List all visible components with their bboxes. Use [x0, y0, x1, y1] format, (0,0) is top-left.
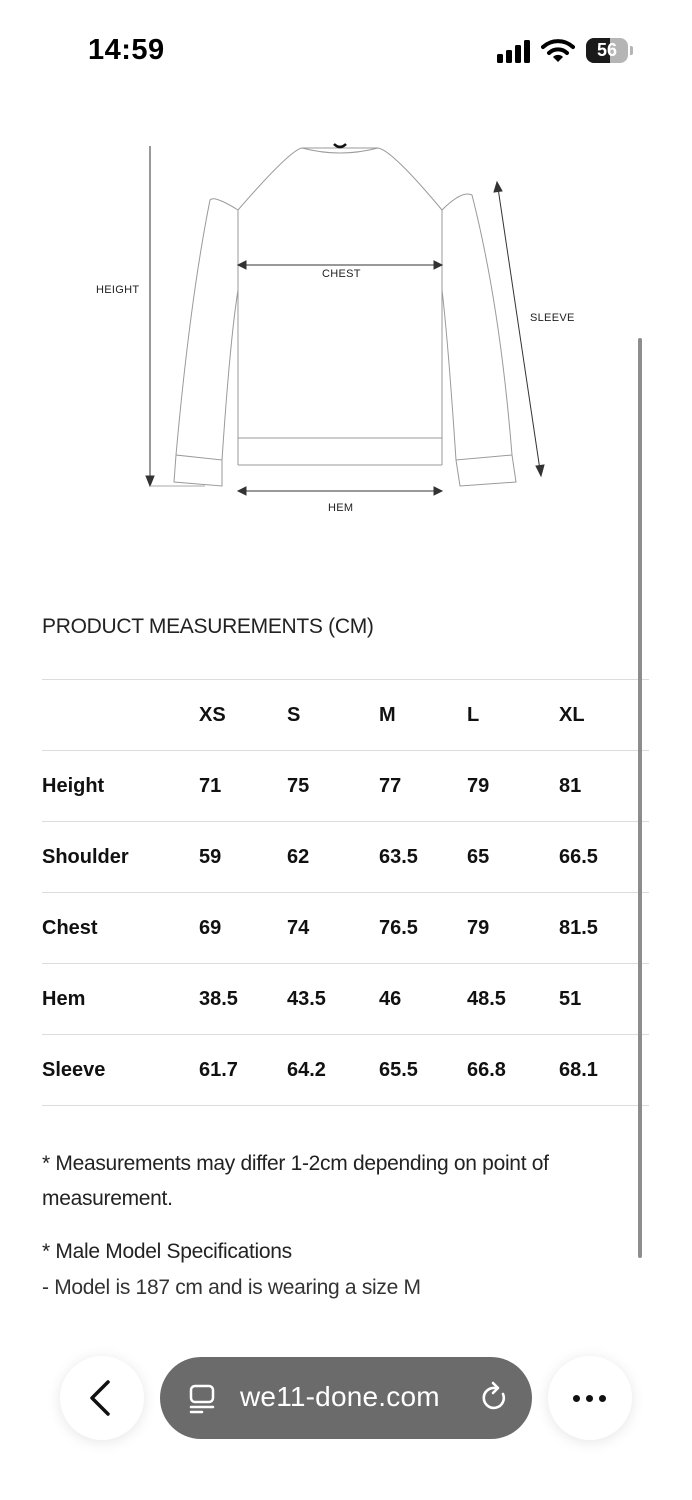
table-row	[42, 822, 649, 893]
table-cell: 79	[467, 893, 559, 964]
page-scrollbar[interactable]	[638, 338, 642, 1258]
table-cell: 65	[467, 822, 559, 893]
size-header: XL	[559, 680, 649, 751]
size-header: L	[467, 680, 559, 751]
model-spec-heading: * Male Model Specifications	[42, 1240, 292, 1263]
address-bar[interactable]	[160, 1357, 532, 1439]
row-label: Shoulder	[42, 822, 199, 893]
sleeve-label: SLEEVE	[530, 312, 575, 324]
table-row	[42, 751, 649, 822]
row-label: Sleeve	[42, 1035, 199, 1106]
reload-icon[interactable]	[480, 1382, 510, 1419]
page-settings-icon[interactable]	[188, 1383, 216, 1418]
cellular-signal-icon	[497, 39, 533, 63]
size-header: M	[379, 680, 467, 751]
table-cell: 66.5	[559, 822, 649, 893]
table-cell: 68.1	[559, 1035, 649, 1106]
back-button[interactable]	[60, 1356, 144, 1440]
table-cell: 69	[199, 893, 287, 964]
battery-level: 56	[596, 40, 618, 60]
table-cell: 76.5	[379, 893, 467, 964]
row-label: Hem	[42, 964, 199, 1035]
size-header: S	[287, 680, 379, 751]
table-row	[42, 893, 649, 964]
header-empty-cell	[42, 680, 199, 751]
table-header-row	[42, 680, 649, 751]
chest-label: CHEST	[322, 268, 361, 280]
table-cell: 46	[379, 964, 467, 1035]
height-label: HEIGHT	[96, 284, 140, 296]
table-cell: 75	[287, 751, 379, 822]
table-cell: 63.5	[379, 822, 467, 893]
hem-label: HEM	[328, 502, 354, 514]
table-cell: 77	[379, 751, 467, 822]
table-row	[42, 1035, 649, 1106]
status-time: 14:59	[88, 34, 165, 66]
more-dots-icon	[573, 1395, 580, 1402]
measurements-title: PRODUCT MEASUREMENTS (CM)	[42, 615, 374, 638]
url-text[interactable]: we11-done.com	[240, 1381, 440, 1412]
row-label: Height	[42, 751, 199, 822]
table-cell: 51	[559, 964, 649, 1035]
wifi-icon	[541, 38, 575, 69]
table-cell: 59	[199, 822, 287, 893]
size-header: XS	[199, 680, 287, 751]
chevron-left-icon	[60, 1356, 144, 1440]
battery-icon	[586, 38, 632, 63]
model-spec-detail: - Model is 187 cm and is wearing a size M	[42, 1276, 421, 1299]
status-bar	[0, 0, 692, 100]
table-cell: 79	[467, 751, 559, 822]
table-cell: 71	[199, 751, 287, 822]
sweatshirt-outline-illustration	[0, 140, 692, 530]
table-cell: 74	[287, 893, 379, 964]
table-row	[42, 964, 649, 1035]
table-cell: 62	[287, 822, 379, 893]
table-cell: 38.5	[199, 964, 287, 1035]
table-cell: 81.5	[559, 893, 649, 964]
table-cell: 48.5	[467, 964, 559, 1035]
measurement-note: * Measurements may differ 1-2cm depending on point of measurement.	[42, 1152, 549, 1210]
table-cell: 66.8	[467, 1035, 559, 1106]
table-cell: 65.5	[379, 1035, 467, 1106]
table-cell: 81	[559, 751, 649, 822]
more-options-button[interactable]	[548, 1356, 632, 1440]
table-cell: 61.7	[199, 1035, 287, 1106]
measurements-table	[42, 679, 649, 1106]
table-cell: 43.5	[287, 964, 379, 1035]
sweatshirt-measurement-diagram	[0, 140, 692, 530]
table-cell: 64.2	[287, 1035, 379, 1106]
row-label: Chest	[42, 893, 199, 964]
